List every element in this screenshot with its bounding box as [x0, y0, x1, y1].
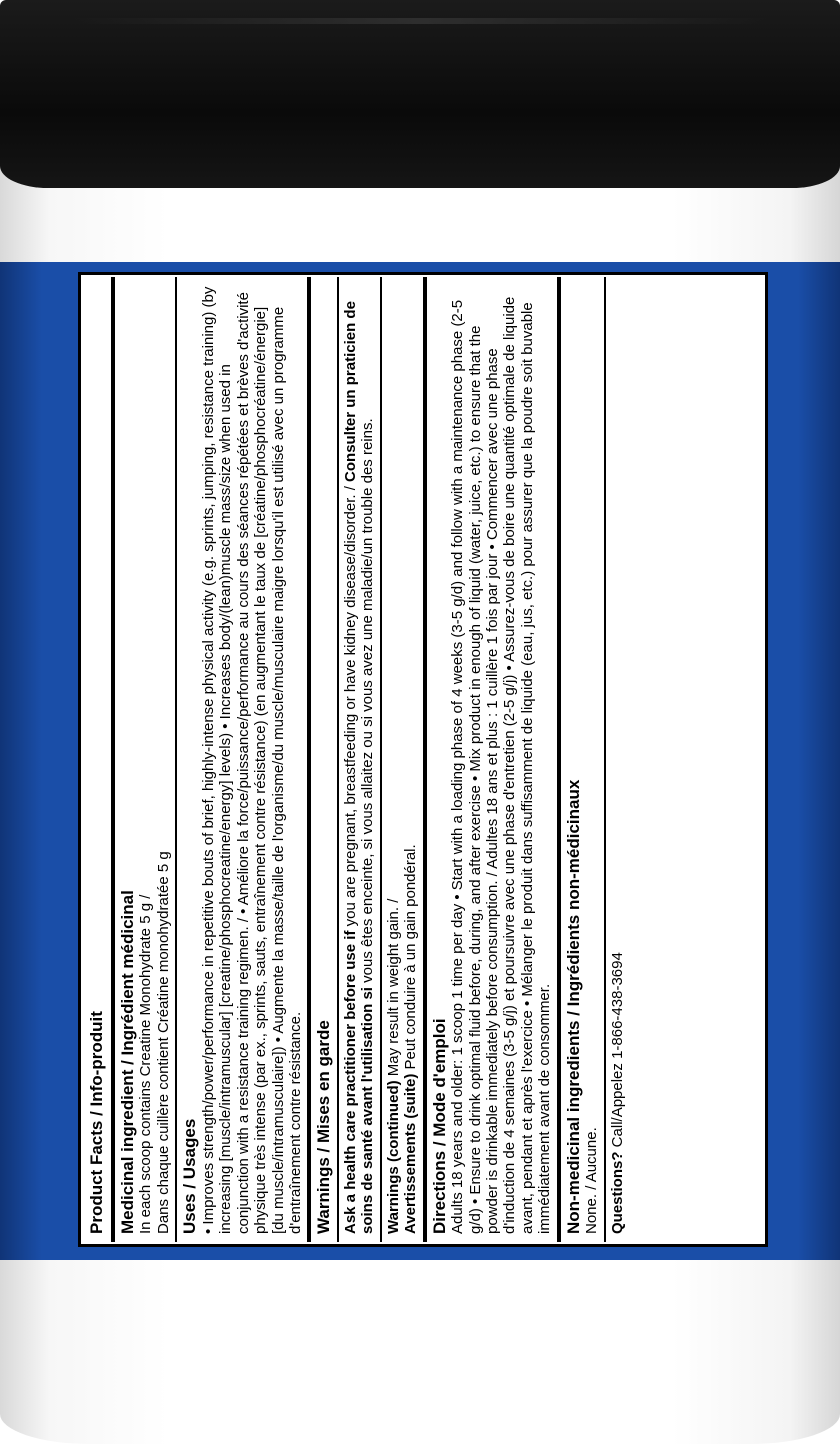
directions-section	[423, 277, 557, 1242]
uses-text: • Improves strength/power/performance in repetitive bouts of brief, highly-intense physical activity (e.g. sprints, jumping, resistance training) (by increasing [muscle/intramuscular] [creatine/phosphocreatine/energy] levels) • Increases body/(lean)muscle mass/size when used in conjunction with a resistance training regimen. / • Améliore la force/puissance/performance au cours des séances répétées et brèves d'activité physique très intense (par ex., sprints, sauts, entraînement contre résistance) (en augmentant le taux de [créatine/phosphocréatine/énergie] [du muscle/intramusculaire]) • Augmente la masse/taille de l'organisme/du muscle/musculaire maigre lorsqu'il est utilisé avec un programme d'entraînement contre résistance.	[199, 286, 304, 1234]
non-medicinal-heading: Non-medicinal ingredients / Ingrédients non-médicinaux	[563, 779, 583, 1234]
band-shadow-right	[798, 262, 840, 1260]
non-medicinal-section	[557, 277, 604, 1242]
warnings-cont-fr-bold: Avertissements (suite)	[402, 1073, 420, 1234]
facts-title: Product Facts / Info-produit	[83, 277, 115, 1242]
warnings-cont-fr-text: Peut conduire à un gain pondéral.	[402, 844, 420, 1074]
warnings-cont-en	[385, 285, 402, 1234]
warnings-consult-text: vous êtes enceinte, si vous allaitez ou si vous avez une maladie/un trouble des reins.	[359, 418, 377, 988]
facts-content	[83, 277, 763, 1242]
warnings-text	[342, 285, 377, 1234]
uses-section	[175, 277, 307, 1242]
medicinal-line-en: In each scoop contains Creatine Monohydrate 5 g /	[137, 894, 155, 1234]
medicinal-section	[115, 277, 176, 1242]
directions-heading: Directions / Mode d'emploi	[429, 1018, 449, 1234]
jar-lid	[0, 0, 840, 188]
questions-text: Call/Appelez 1-866-438-3694	[608, 952, 626, 1152]
questions-line	[609, 285, 626, 1234]
non-medicinal-text: None. / Aucune.	[583, 1127, 601, 1234]
band-shadow-left	[0, 262, 42, 1260]
warnings-header	[307, 277, 339, 1242]
warnings-section	[339, 277, 380, 1242]
medicinal-heading: Medicinal ingredient / Ingrédient médicinal	[117, 890, 137, 1234]
questions-bold: Questions?	[608, 1151, 626, 1234]
lid-shine	[70, 18, 770, 24]
directions-text: Adults 18 years and older: 1 scoop 1 time per day • Start with a loading phase of 4 weeks (3-5 g/d) and follow with a maintenance phase (2-5 g/d) • Ensure to drink optimal fluid before, during, and after exercise • Mix product in enough of liquid (water, juice, etc.) to ensure that the powder is drinkable immediately before consumption. / Adultes 18 ans et plus : 1 cuillère 1 fois par jour • Commencer avec une phase d'induction de 4 semaines (3-5 g/j) et poursuivre avec une phase d'entretien (2-5 g/j) • Assurez-vous de boire une quantité optimale de liquide avant, pendant et après l'exercice • Mélanger le produit dans suffisamment de liquide (eau, jus, etc.) pour assurer que la poudre soit buvable immédiatement avant de consommer.	[449, 296, 554, 1234]
warnings-consult-bold: Consulter un praticien de soins de santé avant l'utilisation si	[342, 301, 377, 1234]
warnings-cont-fr	[402, 285, 419, 1234]
medicinal-line-fr: Dans chaque cuillère contient Créatine monohydratée 5 g	[154, 851, 172, 1234]
warnings-ask-text: you are pregnant, breastfeeding or have kidney disease/disorder. /	[342, 486, 359, 931]
warnings-ask-bold: Ask a health care practitioner before use if	[342, 930, 359, 1234]
questions-section	[604, 277, 629, 1242]
warnings-cont-en-text: May result in weight gain. /	[384, 898, 402, 1081]
warnings-heading: Warnings / Mises en garde	[314, 1020, 334, 1234]
warnings-continued-section	[380, 277, 423, 1242]
warnings-cont-en-bold: Warnings (continued)	[384, 1080, 402, 1234]
uses-heading: Uses / Usages	[180, 1118, 200, 1234]
